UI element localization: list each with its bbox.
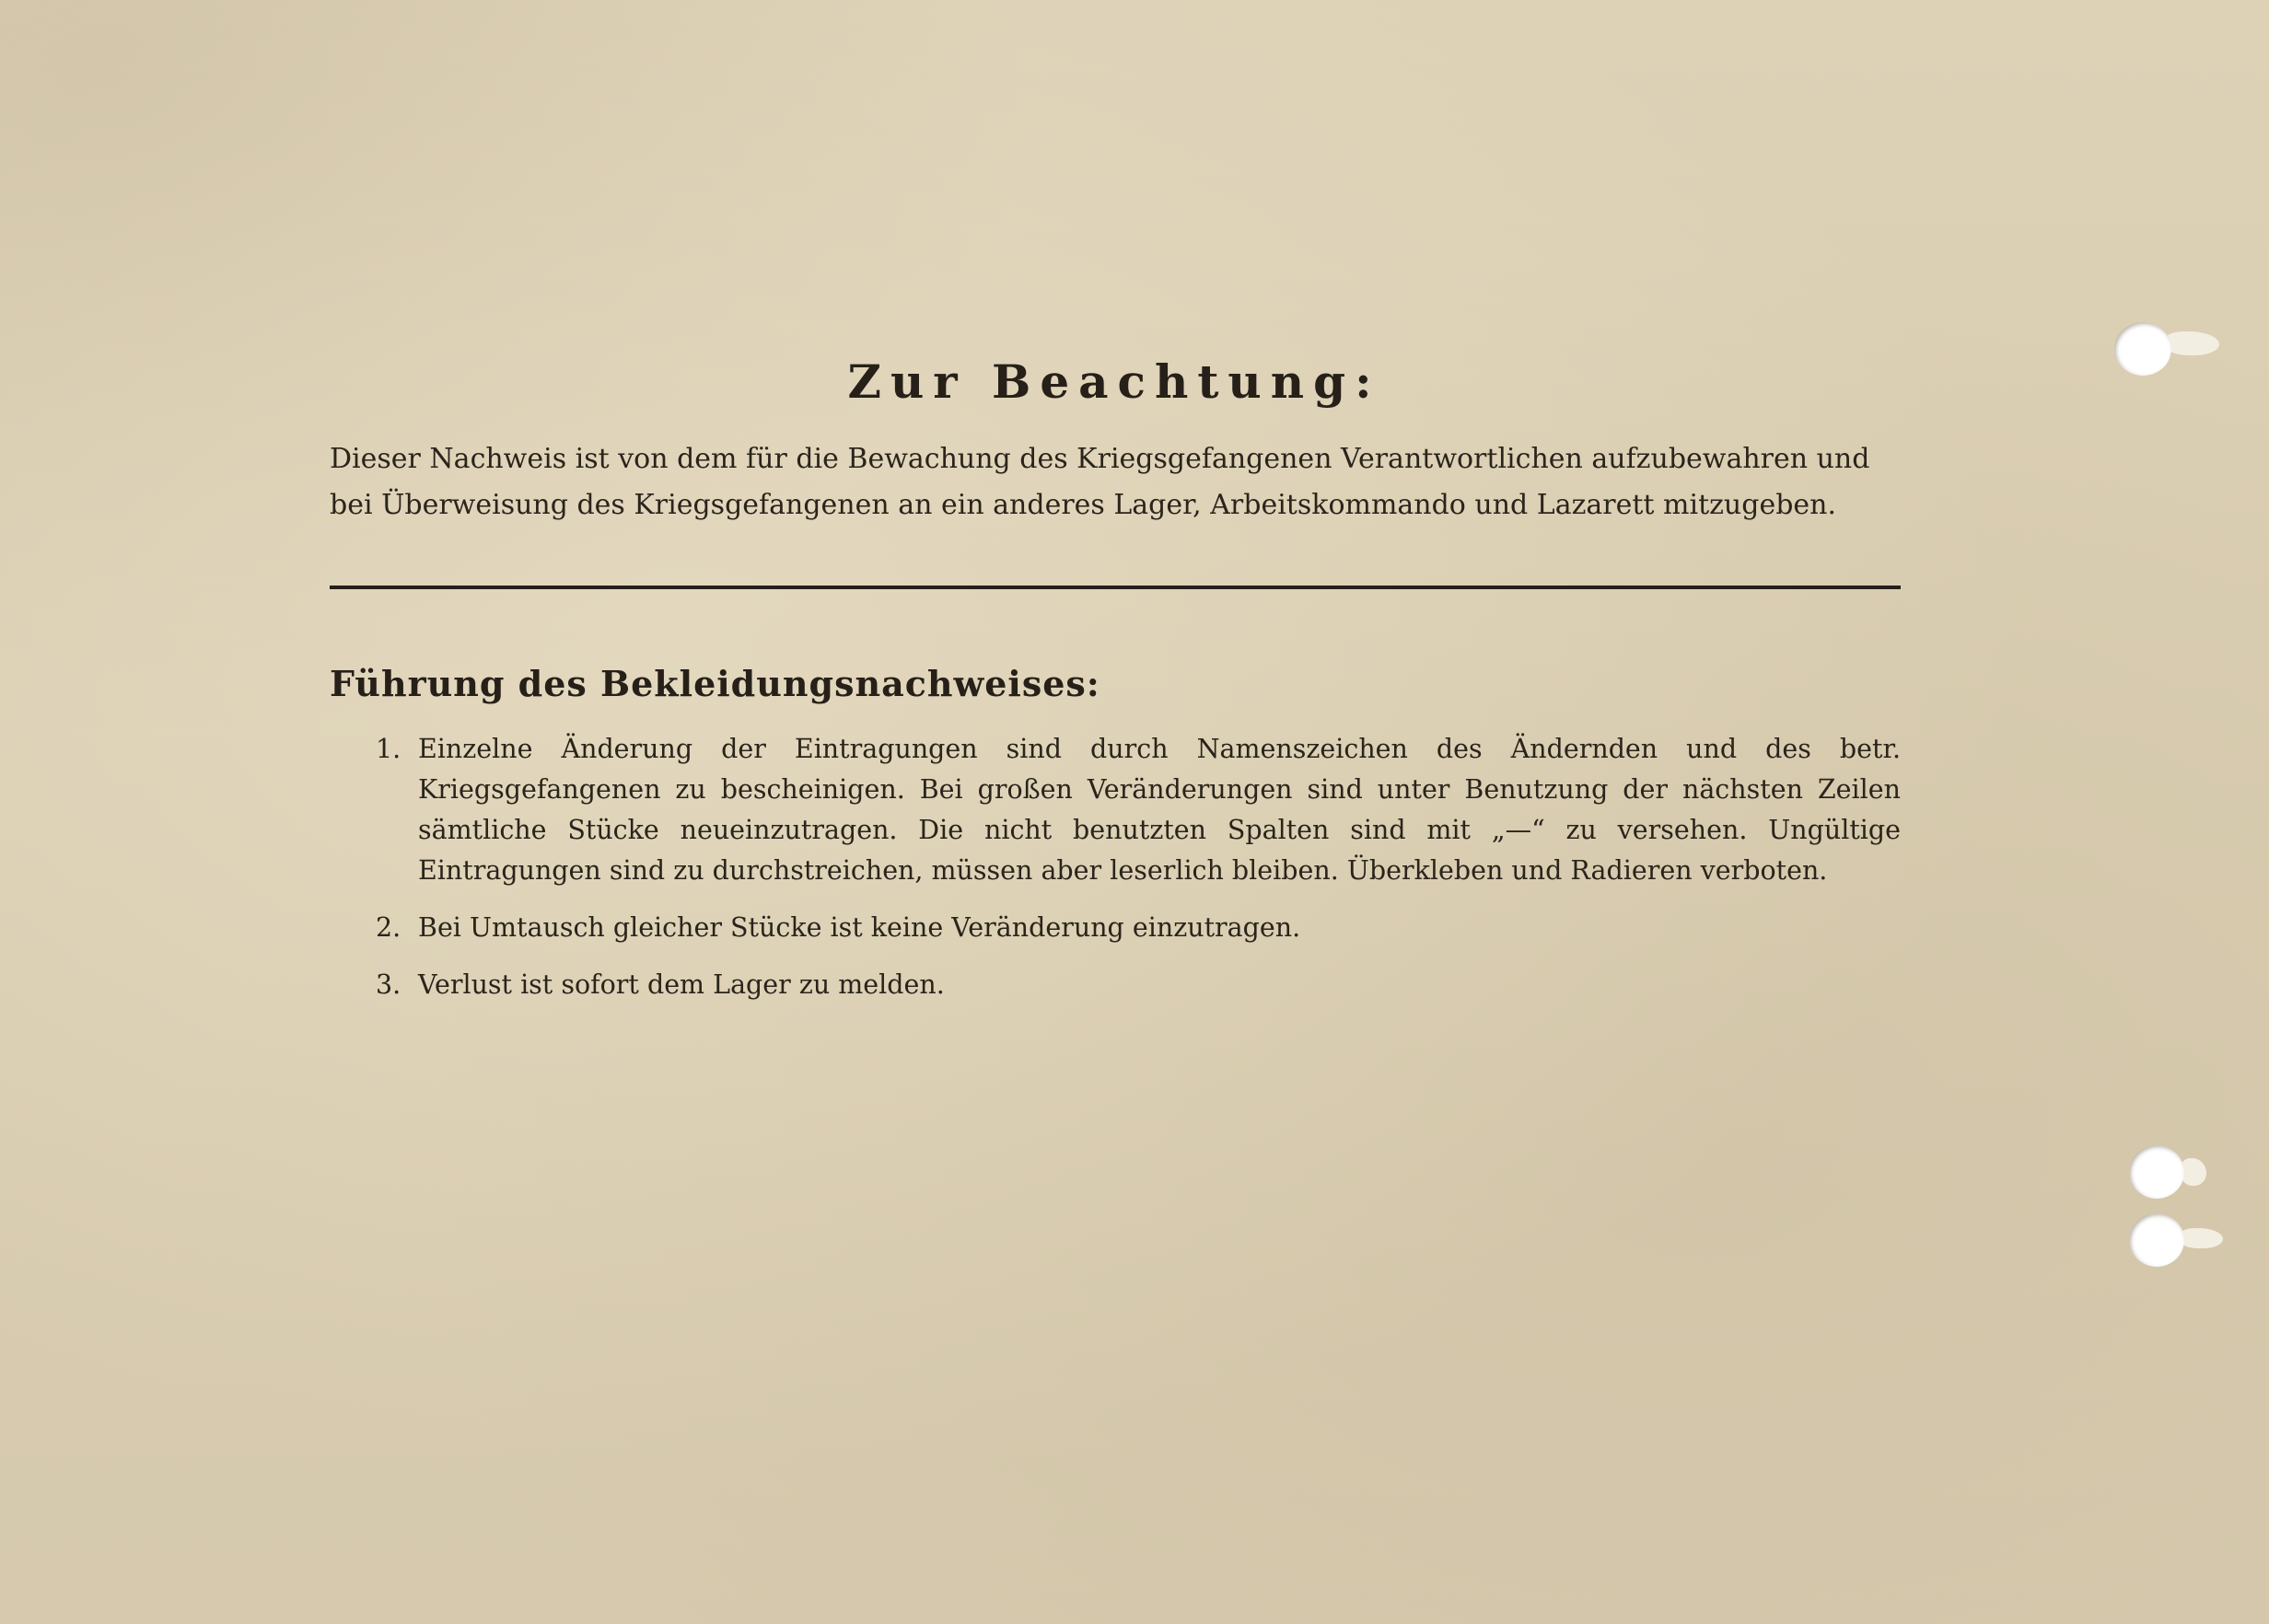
torn-edge	[2181, 1158, 2206, 1186]
notice-text-line-1: Dieser Nachweis ist von dem für die Bewachung des Kriegsgefangenen Verantwortlichen aufzubewahren und	[330, 443, 1870, 475]
divider-rule	[330, 586, 1901, 589]
instruction-text: Einzelne Änderung der Eintragungen sind durch Namenszeichen des Ändernden und des betr. Kriegsgefangenen zu bescheinigen. Bei großen Veränderungen sind unter Benutzung der nächsten Zeilen sämtliche Stücke neueinzutragen. Die nicht benutzten Spalten sind mit „—“ zu versehen. Ungültige Eintragungen sind zu durchstreichen, müssen aber leserlich bleiben. Überkleben und Radieren verboten.	[418, 734, 1901, 886]
instruction-number: 1.	[376, 734, 401, 764]
notice-text-line-2: bei Überweisung des Kriegsgefangenen an ein anderes Lager, Arbeitskommando und Lazarett mitzugeben.	[330, 489, 1837, 521]
instructions-title: Führung des Bekleidungsnachweises:	[330, 663, 1100, 704]
instruction-text: Verlust ist sofort dem Lager zu melden.	[418, 969, 945, 1000]
punch-hole-bottom	[2129, 1213, 2184, 1267]
instruction-number: 2.	[376, 912, 401, 943]
instruction-item-1	[376, 729, 1901, 891]
notice-title: Zur Beachtung:	[847, 354, 1381, 409]
instruction-text: Bei Umtausch gleicher Stücke ist keine Veränderung einzutragen.	[418, 912, 1301, 943]
instruction-number: 3.	[376, 969, 401, 1000]
punch-hole-middle	[2129, 1145, 2184, 1199]
notice-text	[330, 436, 1901, 528]
instruction-item-3	[376, 965, 1901, 1005]
instruction-item-2	[376, 908, 1901, 948]
torn-edge	[2164, 331, 2219, 355]
punch-hole-top	[2114, 322, 2171, 376]
torn-edge	[2179, 1228, 2223, 1248]
instructions-list	[376, 729, 1901, 1022]
